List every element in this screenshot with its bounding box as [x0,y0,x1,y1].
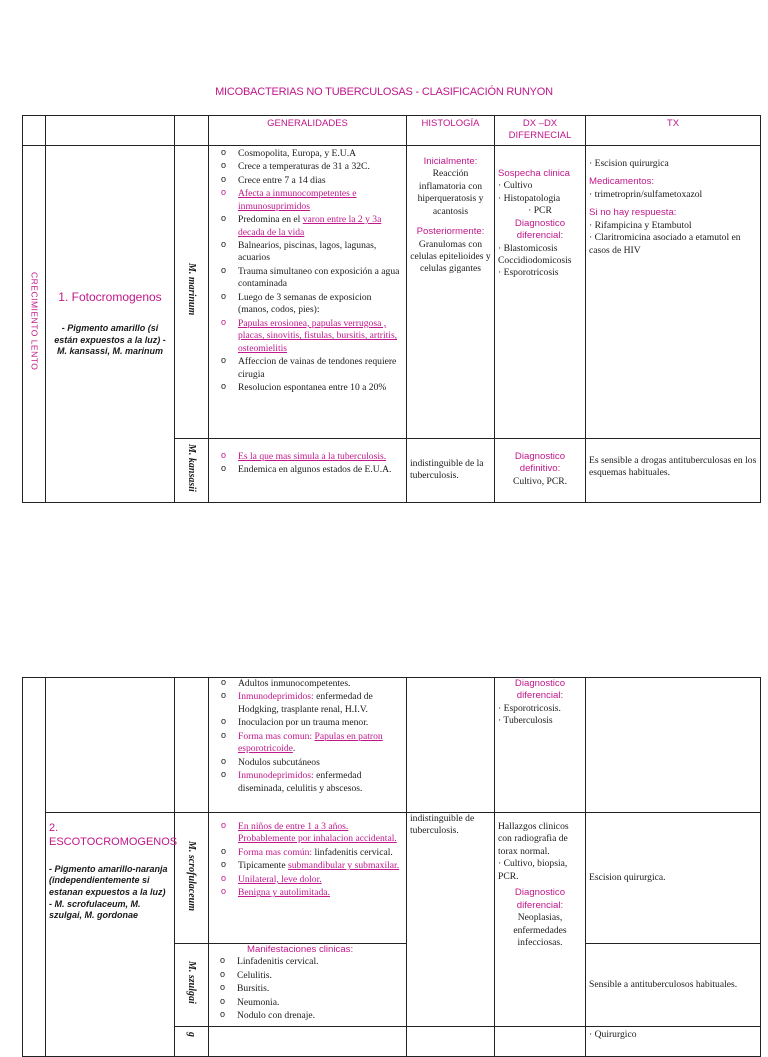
species-cell-empty [175,678,209,813]
runyon-table-2 [22,677,761,1057]
marinum-tx [586,145,761,438]
list-item [238,691,403,716]
histo-label-1: Inicialmente: [423,155,478,167]
dx-item: · Cultivo [498,180,533,192]
tx-label-3: Si no hay respuesta: [589,207,677,219]
group-title-2 [49,821,178,850]
header-histologia: HISTOLOGÍA [407,116,495,146]
species-marinum: M. marinum [186,263,197,316]
dx-label: Diagnostico diferencial: [514,887,566,911]
species-cell-szulgai [175,944,209,1027]
list-item [238,847,403,859]
kansassi-generalidades [209,438,407,502]
szulgai-tx: Sensible a antituberculosos habituales. [586,944,761,1027]
document-title [0,85,768,99]
forma-end: . [292,743,296,755]
gordonae-generalidades [209,1026,407,1056]
header-tx: TX [586,116,761,146]
title-part1: MICOBACTERIAS NO TUBERCULOSAS [215,86,413,98]
species-szulgai: M. szulgai [186,961,197,1005]
list-item [238,860,403,872]
szulgai-generalidades [209,944,407,1027]
list-item [238,731,403,756]
title-separator: - [412,86,422,98]
dx-item: Coccidiodomicosis [498,254,572,266]
inmuno-text: enfermedad de Hodgking, trasplante renal, H.I.V. [238,691,373,715]
continuation-row [23,678,761,813]
marinum-bullets [212,148,403,395]
list-item: o Benigna y autolimitada. [238,887,403,899]
marinum-row [23,145,761,438]
list-item: o Affeccion de vainas de tendones requiere cirugia [238,356,403,381]
list-item: o En niños de entre 1 a 3 años. Probablemente por inhalacion accidental. [238,821,403,846]
list-item: o Es la que mas simula a la tuberculosis. [238,451,403,463]
dx-item: · Blastomicosis [498,242,558,254]
tx-label-2: Medicamentos: [589,176,655,188]
species-cell-scrofulaceum [175,813,209,944]
scrofulaceum-bullets [212,821,403,900]
list-item: o Papulas erosionea, papulas verrugosa , placas, sinovitis, fistulas, bursitis, artritis, osteomielitis [238,318,403,355]
list-item: o Neumonia. [237,997,403,1009]
tipicamente-prefix: Tipicamente [238,860,289,872]
list-item: o Afecta a inmunocompetentes e inmunosuprimidos [238,188,403,213]
kansassi-tx: Es sensible a drogas antituberculosas en los esquemas habituales. [586,438,761,502]
dx-item: · Tuberculosis [498,715,553,727]
list-item: o Cosmopolita, Europa, y E.U.A [238,148,403,160]
category-cell-2 [23,678,46,1057]
tx-item-3: · Rifampicina y Etambutol [589,219,692,231]
scrofulaceum-generalidades [209,813,407,944]
list-item: o Balnearios, piscinas, lagos, lagunas, acuarios [238,240,403,265]
list-item [238,770,403,795]
header-dx: DX –DX DIFERNECIAL [495,116,586,146]
list-item: o Adultos inmunocompetentes. [238,678,403,690]
category-cell [23,145,46,502]
list-item: o Unilateral, leve dolor. [238,874,403,886]
continuation-dx [495,678,586,813]
group-description-2: - Pigmento amarillo-naranja (independientemente si estanan expuestos a la luz) - M. scrofulaceum, M. szulgai, M. gordonae [49,863,168,921]
inmuno-label-2: Inmunodeprimidos: [238,770,314,782]
marinum-dx [495,145,586,438]
dx-item: · Esporotricosis. [498,702,561,714]
forma-label: Forma mas comun: [238,730,315,742]
gordonae-histologia [407,1026,495,1056]
list-item [238,214,403,239]
histo-label-2: Posteriormente: [416,226,485,238]
tx-item-4: · Claritromicina asociado a etamutol en casos de HIV [589,232,741,256]
continuation-generalidades [209,678,407,813]
list-item: o Inoculacion por un trauma menor. [238,717,403,729]
dx-text: Cultivo, PCR. [512,475,568,487]
inmuno-text-2: enfermedad diseminada, celulitis y abscesos. [238,770,363,794]
dx-label-1: Sospecha clinica [498,167,570,179]
kansassi-histologia: indistinguible de la tuberculosis. [407,438,495,502]
list-item: o Crece entre 7 a 14 dias [238,175,403,187]
group-description: - Pigmento amarillo (si están expuestos a la luz) - M. kansassi, M. marinum [54,323,166,357]
category-label: CRECIMIENTO LENTO [29,272,40,371]
continuation-bullets [212,678,403,795]
tx-item-1: · Escision quirurgica [589,157,669,169]
szulgai-label: Manifestaciones clinicas: [247,944,354,955]
varon-prefix: Predomina en el [238,214,303,226]
list-item: o Bursitis. [237,983,403,995]
gordonae-tx: · Quirurgico [586,1026,761,1056]
dx-text-2: · Cultivo, biopsia, PCR. [498,858,568,882]
scrofulaceum-histologia: indistinguible de tuberculosis. [407,813,495,1027]
list-item: o Celulitis. [237,970,403,982]
forma-link: Papulas en patron esporotricoide [238,730,383,755]
continuation-histologia [407,678,495,813]
list-item: o Linfadenitis cervical. [237,956,403,968]
histo-text-1: Reacción inflamatoria con hiperqueratosis y acantosis [417,168,484,217]
dx-item: · Esporotricosis [498,267,559,279]
group-title: 1. Fotocromogenos [58,289,162,304]
tipicamente-link: submandibular y submaxilar. [288,860,400,872]
list-item: o Resolucion espontanea entre 10 a 20% [238,382,403,394]
tx-item-2: · trimetroprin/sulfametoxazol [589,188,703,200]
list-item: o Nodulos subcutáneos [238,757,403,769]
runyon-table-1 [22,115,761,503]
species-cell-gordonae [175,1026,209,1056]
scrofulaceum-dx [495,813,586,1027]
histo-text-2: Granulomas con celulas epitelioides y celulas gigantes [410,238,491,275]
title-part2: CLASIFICACIÓN RUNYON [421,86,553,98]
list-item: o Nodulo con drenaje. [237,1010,403,1022]
gordonae-dx [495,1026,586,1056]
group-title-num: 2. [49,822,59,834]
list-item: o Crece a temperaturas de 31 a 32C. [238,161,403,173]
marinum-histologia [407,145,495,438]
group-cell-empty [46,678,175,813]
table-header-row [23,116,761,146]
header-generalidades: GENERALIDADES [209,116,407,146]
group-cell-2 [46,813,178,1057]
list-item: o Endemica en algunos estados de E.U.A. [238,464,403,476]
forma-comun-label: Forma mas común: [238,846,313,858]
species-scrofulaceum: M. scrofulaceum [186,840,197,911]
kansassi-dx [495,438,586,502]
group-title-text: ESCOTOCROMOGENOS [49,836,178,849]
species-kansassi: M. kansasii [186,444,197,492]
dx-item: · PCR [528,205,552,217]
species-cell-kansassi [175,438,209,502]
dx-label-2: Diagnostico diferencial: [514,217,566,242]
forma-comun-text: linfadenitis cervical. [312,846,393,858]
continuation-tx [586,678,761,813]
group-cell [46,145,175,502]
varon-link: varon entre la 2 y 3a decada de la vida [238,214,382,238]
scrofulaceum-row [23,813,761,944]
inmuno-label: Inmunodeprimidos: [238,691,314,703]
dx-text-3: Neoplasias, enfermedades infecciosas. [513,912,567,949]
species-gordonae: g [186,1031,197,1037]
species-cell-marinum [175,145,209,438]
list-item: o Trauma simultaneo con exposición a agua contaminada [238,266,403,291]
dx-text-1: Hallazgos clinicos con radiografia de torax normal. [498,821,569,857]
scrofulaceum-tx: Escision quirurgica. [586,813,761,944]
dx-item: · Histopatologia [498,192,561,204]
szulgai-bullets [209,956,403,1022]
marinum-generalidades [209,145,407,438]
dx-label: Diagnostico diferencial: [514,678,566,702]
list-item: o Luego de 3 semanas de exposicion (manos, codos, pies): [238,292,403,317]
dx-label: Diagnostico definitivo: [514,450,566,475]
header-empty-1 [23,116,46,146]
header-empty-3 [175,116,209,146]
kansassi-bullets [212,451,403,477]
header-empty-2 [46,116,175,146]
